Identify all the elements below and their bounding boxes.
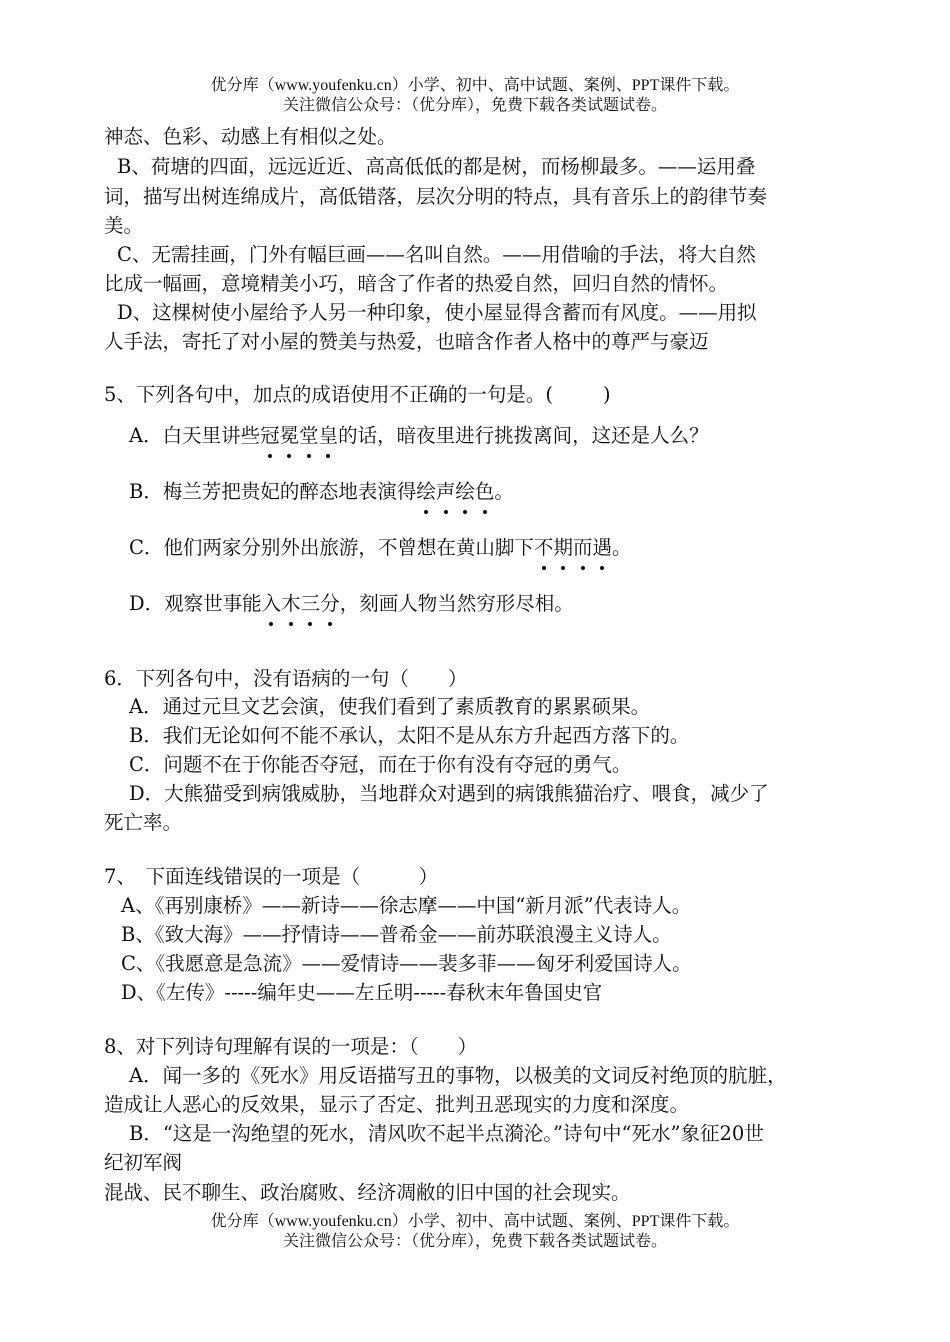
emphasized-char: 色 (474, 480, 495, 503)
option-c: C．问题不在于你能否夺冠，而在于你有没有夺冠的勇气。 (129, 753, 632, 776)
option-a-cont: 造成让人恶心的反效果，显示了否定、批判丑恶现实的力度和深度。 (104, 1093, 690, 1116)
question-stem: 5、下列各句中，加点的成语使用不正确的一句是。( ) (104, 383, 611, 406)
question-stem: 6．下列各句中，没有语病的一句（ ） (104, 667, 468, 690)
text-line: B、荷塘的四面，远远近近、高高低低的都是树，而杨柳最多。——运用叠 (117, 155, 756, 178)
option-b: B．“这是一沟绝望的死水，清风吹不起半点漪沦。”诗句中“死水”象征20世 (129, 1122, 764, 1145)
emphasized-char: 木 (281, 592, 301, 615)
footer-line-2: 关注微信公众号：（优分库），免费下载各类试题试卷。 (282, 1233, 667, 1250)
emphasized-char: 冠 (260, 424, 280, 447)
option-b-cont: 纪初军阀 (104, 1151, 183, 1174)
emphasized-char: 期 (553, 536, 573, 559)
option-a: A．白天里讲些冠冕堂皇的话，暗夜里进行挑拨离间，这还是人么？ (129, 424, 709, 447)
text-line: 神态、色彩、动感上有相似之处。 (104, 125, 397, 148)
text-line: C、无需挂画，门外有幅巨画——名叫自然。——用借喻的手法，将大自然 (117, 243, 756, 266)
footer-line-1: 优分库（www.youfenku.cn）小学、初中、高中试题、案例、PPT课件下载。 (210, 1213, 740, 1230)
emphasized-char: 不 (533, 536, 554, 559)
emphasized-char: 绘 (416, 480, 436, 503)
emphasized-char: 入 (261, 592, 282, 615)
option-b: B．梅兰芳把贵妃的醉态地表演得绘声绘色。 (129, 480, 514, 503)
emphasized-char: 堂 (299, 424, 319, 447)
option-d: D．大熊猫受到病饿威胁，当地群众对遇到的病饿熊猫治疗、喂食，减少了 (129, 782, 769, 805)
header-line-2: 关注微信公众号：（优分库），免费下载各类试题试卷。 (282, 97, 667, 114)
option-a: A、《再别康桥》——新诗——徐志摩——中国“新月派”代表诗人。 (121, 894, 692, 917)
option-d-cont: 死亡率。 (104, 811, 183, 834)
option-c: C．他们两家分别外出旅游，不曾想在黄山脚下不期而遇。 (129, 536, 632, 559)
emphasized-char: 冕 (279, 424, 300, 447)
emphasized-char: 而 (572, 536, 593, 559)
emphasized-char: 皇 (318, 424, 339, 447)
text-line: 人手法，寄托了对小屋的赞美与热爱，也暗含作者人格中的尊严与豪迈 (104, 330, 709, 353)
header-line-1: 优分库（www.youfenku.cn）小学、初中、高中试题、案例、PPT课件下载。 (210, 77, 740, 94)
option-b: B．我们无论如何不能不承认，太阳不是从东方升起西方落下的。 (129, 724, 690, 747)
emphasized-char: 分 (320, 592, 340, 615)
option-d: D．观察世事能入木三分，刻画人物当然穷形尽相。 (129, 592, 574, 615)
option-c: C、《我愿意是急流》——爱情诗——裴多菲——匈牙利爱国诗人。 (121, 952, 692, 975)
question-stem: 7、 下面连线错误的一项是（ ） (104, 865, 439, 888)
emphasized-char: 绘 (455, 480, 475, 503)
emphasized-char: 声 (435, 480, 456, 503)
text-line: 美。 (104, 214, 144, 237)
emphasized-char: 三 (300, 592, 321, 615)
option-a: A．闻一多的《死水》用反语描写丑的事物，以极美的文词反衬绝顶的肮脏， (129, 1064, 787, 1087)
option-d: D、《左传》-----编年史——左丘明-----春秋末年鲁国史官 (121, 981, 603, 1004)
emphasized-char: 遇 (592, 536, 612, 559)
text-line: 词，描写出树连绵成片，高低错落，层次分明的特点，具有音乐上的韵律节奏 (104, 185, 768, 208)
text-line: D、这棵树使小屋给予人另一种印象，使小屋显得含蓄而有风度。——用拟 (117, 301, 757, 324)
option-b-cont: 混战、民不聊生、政治腐败、经济凋敝的旧中国的社会现实。 (104, 1181, 631, 1204)
option-a: A．通过元旦文艺会演，使我们看到了素质教育的累累硕果。 (129, 695, 651, 718)
text-line: 比成一幅画，意境精美小巧，暗含了作者的热爱自然，回归自然的情怀。 (104, 272, 729, 295)
question-stem: 8、对下列诗句理解有误的一项是：（ ） (104, 1035, 478, 1058)
option-b: B、《致大海》——抒情诗——普希金——前苏联浪漫主义诗人。 (121, 923, 672, 946)
